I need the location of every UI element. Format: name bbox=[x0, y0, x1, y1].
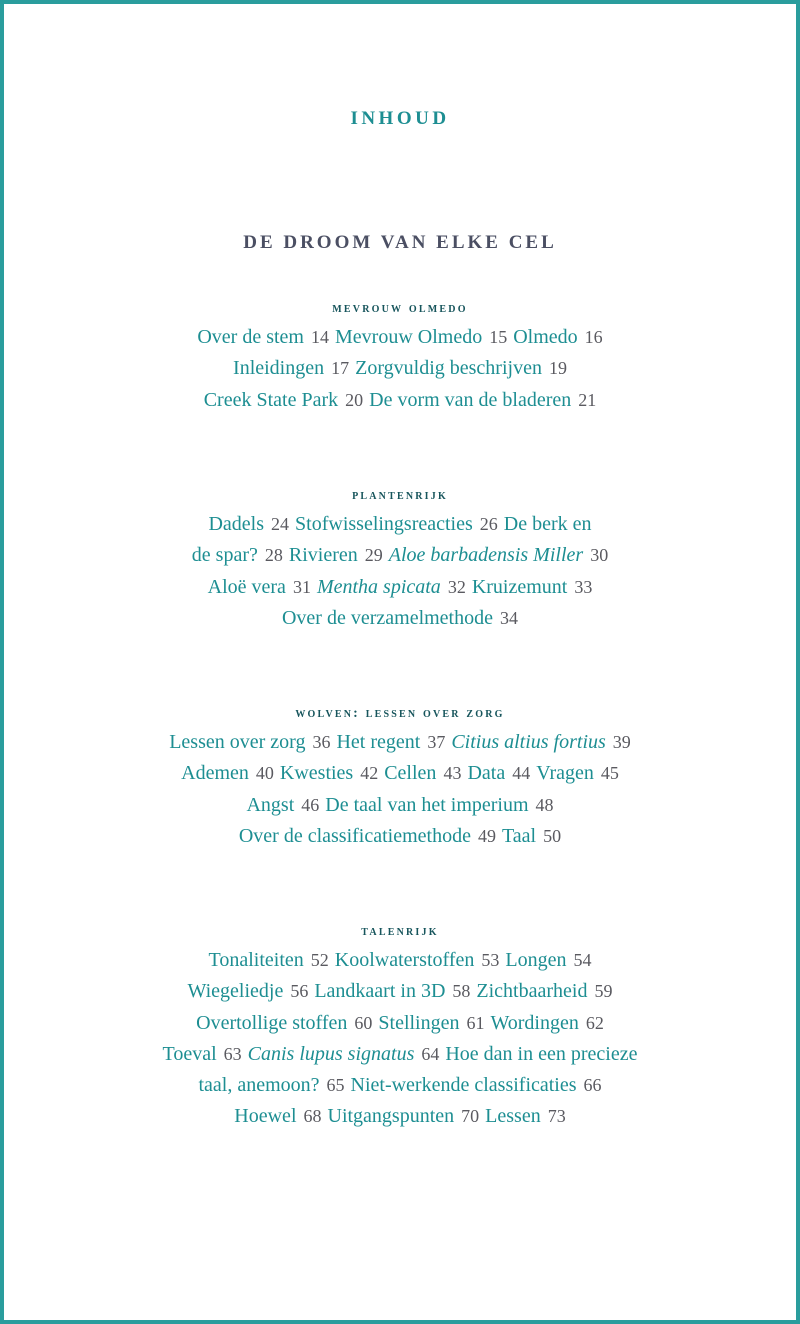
toc-entry[interactable] bbox=[295, 513, 498, 535]
section-entries bbox=[4, 945, 796, 1133]
toc-entry-title: Wordingen bbox=[490, 1011, 579, 1034]
toc-entry[interactable] bbox=[196, 1012, 372, 1034]
toc-entry-title: Stellingen bbox=[378, 1011, 460, 1034]
toc-entry[interactable] bbox=[289, 544, 383, 566]
toc-entry-page-number: 43 bbox=[443, 763, 462, 784]
toc-entry-page-number: 39 bbox=[612, 732, 631, 752]
toc-entry-title: de spar? bbox=[191, 544, 258, 567]
toc-entry[interactable] bbox=[335, 326, 507, 348]
toc-entry-title: Hoewel bbox=[234, 1105, 297, 1128]
toc-entry[interactable] bbox=[351, 1074, 602, 1096]
toc-entry-title: Canis lupus signatus bbox=[247, 1042, 415, 1065]
toc-entry-page-number: 24 bbox=[271, 514, 290, 534]
toc-entry-title: Toeval bbox=[162, 1042, 217, 1065]
toc-entry-title: Zorgvuldig beschrijven bbox=[355, 357, 542, 380]
toc-entry[interactable] bbox=[389, 544, 608, 566]
toc-entry-page-number: 29 bbox=[364, 545, 383, 566]
toc-entry-page-number: 66 bbox=[583, 1075, 602, 1096]
toc-entry[interactable] bbox=[384, 762, 461, 784]
toc-entry[interactable] bbox=[163, 1043, 242, 1065]
toc-section bbox=[4, 703, 796, 852]
toc-entry[interactable] bbox=[328, 1105, 480, 1127]
toc-entry-title: Aloe barbadensis Miller bbox=[388, 544, 584, 567]
toc-entry-page-number: 50 bbox=[543, 825, 562, 846]
toc-entry-page-number: 32 bbox=[447, 576, 466, 597]
toc-entry-title: Cellen bbox=[384, 762, 437, 785]
toc-section bbox=[4, 298, 796, 416]
toc-entry-page-number: 19 bbox=[548, 358, 567, 379]
toc-line bbox=[4, 727, 796, 758]
toc-entry[interactable] bbox=[467, 762, 530, 784]
section-heading: talenrijk bbox=[361, 924, 439, 939]
toc-entry[interactable] bbox=[208, 513, 289, 535]
toc-entry-page-number: 61 bbox=[466, 1012, 485, 1033]
toc-entry-page-number: 37 bbox=[427, 732, 446, 752]
toc-entry-title: Creek State Park bbox=[203, 388, 339, 411]
section-entries bbox=[4, 509, 796, 634]
toc-line bbox=[4, 353, 796, 384]
toc-entry[interactable] bbox=[188, 980, 309, 1002]
toc-entry[interactable] bbox=[314, 980, 470, 1002]
toc-entry-page-number: 16 bbox=[584, 327, 603, 347]
toc-entry[interactable] bbox=[239, 825, 496, 847]
toc-line bbox=[4, 385, 796, 416]
toc-entry-title: Vragen bbox=[536, 762, 594, 785]
toc-entry-title: Niet-werkende classificaties bbox=[350, 1074, 577, 1097]
toc-entry[interactable] bbox=[204, 389, 363, 411]
toc-entry-page-number: 28 bbox=[264, 545, 283, 566]
toc-entry-page-number: 14 bbox=[311, 327, 329, 347]
toc-entry-page-number: 42 bbox=[360, 763, 379, 784]
toc-entry-title: Taal bbox=[501, 824, 537, 847]
toc-section bbox=[4, 921, 796, 1133]
toc-entry-title: taal, anemoon? bbox=[198, 1074, 320, 1097]
toc-entry[interactable] bbox=[336, 731, 445, 753]
toc-entry-title: Over de classificatiemethode bbox=[238, 824, 471, 847]
toc-entry-title: Dadels bbox=[208, 513, 265, 535]
toc-entry-page-number: 44 bbox=[512, 763, 531, 784]
toc-entry-title: Aloë vera bbox=[207, 575, 286, 598]
toc-entry[interactable] bbox=[335, 949, 500, 971]
toc-entry[interactable] bbox=[476, 980, 612, 1002]
toc-entry-page-number: 31 bbox=[292, 576, 311, 597]
toc-line bbox=[4, 790, 796, 821]
section-entries bbox=[4, 322, 796, 416]
toc-entry-page-number: 30 bbox=[590, 545, 609, 566]
toc-entry-page-number: 54 bbox=[573, 950, 592, 970]
toc-title: INHOUD bbox=[350, 108, 450, 129]
toc-entry[interactable] bbox=[198, 1074, 344, 1096]
toc-entry-title: Koolwaterstoffen bbox=[334, 949, 475, 971]
toc-line bbox=[4, 509, 796, 540]
toc-entry[interactable] bbox=[536, 762, 619, 784]
toc-entry[interactable] bbox=[169, 731, 330, 753]
toc-entry-page-number: 64 bbox=[421, 1043, 440, 1064]
toc-entry[interactable] bbox=[282, 607, 518, 629]
toc-entry[interactable] bbox=[208, 576, 311, 598]
toc-entry[interactable] bbox=[505, 949, 591, 971]
toc-entry-page-number: 56 bbox=[290, 981, 309, 1002]
toc-line bbox=[4, 1070, 796, 1101]
toc-entry[interactable] bbox=[325, 794, 553, 816]
toc-entry-title: Mentha spicata bbox=[316, 575, 441, 598]
toc-entry[interactable] bbox=[248, 1043, 440, 1065]
toc-entry-page-number: 40 bbox=[255, 763, 274, 784]
toc-entry-page-number: 34 bbox=[500, 607, 518, 628]
toc-entry-page-number: 53 bbox=[481, 950, 500, 970]
toc-entry-title: Ademen bbox=[181, 762, 249, 785]
toc-entry-title: De vorm van de bladeren bbox=[369, 388, 572, 411]
toc-entry[interactable] bbox=[317, 576, 466, 598]
toc-entry[interactable] bbox=[491, 1012, 604, 1034]
toc-entry-page-number: 65 bbox=[326, 1075, 345, 1096]
toc-entry-page-number: 63 bbox=[223, 1043, 242, 1064]
toc-entry-title: Stofwisselingsreacties bbox=[295, 513, 473, 535]
toc-entry[interactable] bbox=[369, 389, 596, 411]
section-heading: wolven: lessen over zorg bbox=[295, 706, 505, 721]
toc-entry[interactable] bbox=[355, 357, 567, 379]
toc-line bbox=[4, 1008, 796, 1039]
toc-entry-title: Inleidingen bbox=[233, 357, 325, 380]
section-heading: mevrouw olmedo bbox=[332, 301, 468, 316]
toc-line bbox=[4, 603, 796, 634]
toc-section bbox=[4, 485, 796, 634]
toc-entry-page-number: 48 bbox=[535, 794, 554, 815]
toc-entry[interactable] bbox=[472, 576, 593, 598]
toc-line bbox=[4, 540, 796, 571]
toc-entry-page-number: 70 bbox=[461, 1106, 480, 1127]
toc-entry-page-number: 58 bbox=[452, 981, 471, 1002]
toc-entry[interactable] bbox=[246, 794, 319, 816]
toc-entry-page-number: 15 bbox=[489, 327, 508, 347]
toc-line bbox=[4, 572, 796, 603]
toc-line bbox=[4, 322, 796, 353]
toc-entry[interactable] bbox=[280, 762, 378, 784]
toc-entry-title: Data bbox=[467, 762, 506, 785]
toc-entry-page-number: 33 bbox=[574, 576, 593, 597]
section-heading: plantenrijk bbox=[352, 488, 448, 503]
toc-entry[interactable] bbox=[378, 1012, 484, 1034]
toc-entry-page-number: 45 bbox=[600, 763, 619, 784]
toc-entry[interactable] bbox=[192, 544, 283, 566]
toc-entry-page-number: 21 bbox=[578, 389, 597, 410]
toc-entry-title: Tonaliteiten bbox=[208, 949, 304, 971]
toc-entry[interactable] bbox=[234, 1105, 321, 1127]
toc-entry-page-number: 60 bbox=[354, 1012, 373, 1033]
toc-entry[interactable] bbox=[209, 949, 329, 971]
toc-entry-title: De taal van het imperium bbox=[325, 793, 529, 816]
toc-entry-page-number: 36 bbox=[312, 732, 331, 752]
toc-entry[interactable] bbox=[502, 825, 561, 847]
toc-entry-title: Angst bbox=[246, 793, 295, 816]
toc-line bbox=[4, 758, 796, 789]
toc-line bbox=[4, 945, 796, 976]
toc-entry-title: Kruizemunt bbox=[471, 575, 568, 598]
toc-entry-page-number: 62 bbox=[585, 1012, 604, 1033]
toc-entry-title: Lessen bbox=[485, 1105, 541, 1128]
toc-entry[interactable] bbox=[445, 1043, 637, 1065]
toc-entry-page-number: 17 bbox=[331, 358, 350, 379]
toc-entry[interactable] bbox=[181, 762, 274, 784]
toc-entry-title: Rivieren bbox=[288, 544, 358, 567]
toc-entry[interactable] bbox=[197, 326, 329, 348]
toc-entry-title: Het regent bbox=[336, 731, 421, 753]
toc-entry-title: Uitgangspunten bbox=[327, 1105, 455, 1128]
toc-entry-page-number: 68 bbox=[303, 1106, 322, 1127]
toc-entry-title: Lessen over zorg bbox=[169, 731, 306, 753]
toc-entry-page-number: 46 bbox=[301, 794, 320, 815]
toc-entry-title: Overtollige stoffen bbox=[196, 1011, 348, 1034]
toc-entry[interactable] bbox=[504, 513, 592, 535]
toc-entry-title: Zichtbaarheid bbox=[476, 980, 588, 1003]
toc-line bbox=[4, 1101, 796, 1132]
toc-entry-title: Mevrouw Olmedo bbox=[335, 326, 483, 348]
toc-entry-page-number: 26 bbox=[479, 514, 498, 534]
toc-entry-page-number: 59 bbox=[594, 981, 613, 1002]
toc-entry[interactable] bbox=[233, 357, 349, 379]
toc-entry-title: Over de verzamelmethode bbox=[281, 606, 493, 629]
toc-entry-title: Longen bbox=[505, 949, 567, 971]
toc-entry-title: Olmedo bbox=[513, 326, 578, 348]
toc-line bbox=[4, 821, 796, 852]
toc-entry-title: Citius altius fortius bbox=[451, 731, 606, 753]
toc-entry-title: Wiegeliedje bbox=[187, 980, 284, 1003]
toc-entry-title: De berk en bbox=[503, 513, 592, 535]
toc-entry-title: Landkaart in 3D bbox=[314, 980, 446, 1003]
toc-entry-page-number: 52 bbox=[310, 950, 329, 970]
toc-entry-page-number: 49 bbox=[477, 825, 496, 846]
toc-entry-title: Over de stem bbox=[197, 326, 304, 348]
toc-entry-title: Hoe dan in een precieze bbox=[445, 1042, 638, 1065]
toc-line bbox=[4, 976, 796, 1007]
toc-entry[interactable] bbox=[451, 731, 630, 753]
part-title: DE DROOM VAN ELKE CEL bbox=[243, 232, 557, 253]
toc-entry[interactable] bbox=[485, 1105, 566, 1127]
section-entries bbox=[4, 727, 796, 852]
toc-entry[interactable] bbox=[513, 326, 602, 348]
toc-line bbox=[4, 1039, 796, 1070]
toc-entry-title: Kwesties bbox=[279, 762, 354, 785]
toc-entry-page-number: 20 bbox=[345, 389, 364, 410]
toc-entry-page-number: 73 bbox=[547, 1106, 566, 1127]
